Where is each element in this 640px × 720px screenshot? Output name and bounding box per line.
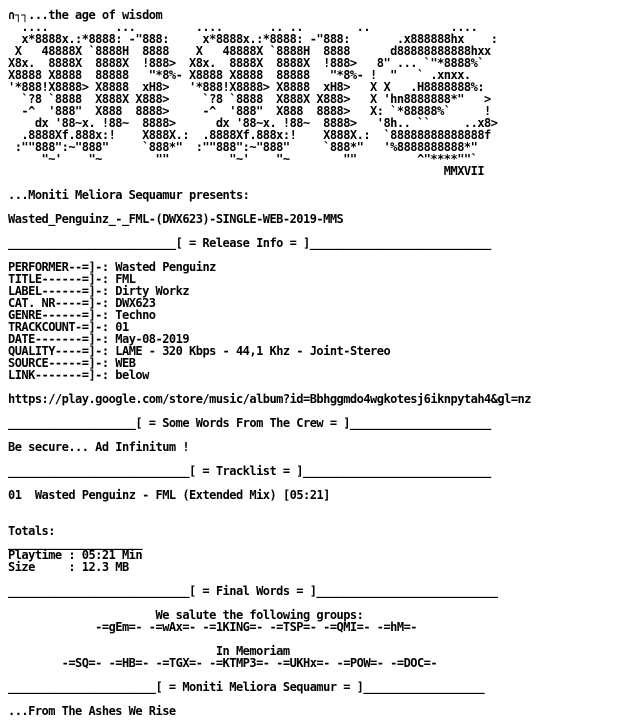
info-value: Techno bbox=[115, 308, 156, 322]
ascii-logo-line-4: X8x. 8888X 8888X !888> X8x. 8888X 8888X !888> 8" ... `"*8888%` bbox=[8, 56, 485, 70]
info-label: TITLE------=]-: bbox=[8, 272, 116, 286]
spacer bbox=[8, 501, 531, 513]
ascii-logo-line-3: X 48888X `8888H 8888 X 48888X `8888H 8888 d88888888888hxx bbox=[8, 44, 491, 58]
info-label: LINK-------=]-: bbox=[8, 368, 116, 382]
crew-words: Be secure... Ad Infinitum ! bbox=[8, 440, 190, 454]
info-value: May-08-2019 bbox=[115, 332, 190, 346]
info-value: LAME - 320 Kbps - 44,1 Khz - Joint-Stereo bbox=[115, 344, 391, 358]
totals-heading: Totals: bbox=[8, 524, 55, 538]
info-value: 01 bbox=[115, 320, 129, 334]
info-value: DWX623 bbox=[115, 296, 156, 310]
ascii-logo-line-5: X8888 X8888 88888 "*8%- X8888 X8888 88888 "*8%- ! " ` .xnxx. bbox=[8, 68, 471, 82]
info-value: Dirty Workz bbox=[115, 284, 190, 298]
info-label: QUALITY----=]-: bbox=[8, 344, 116, 358]
group-heading: ______________________[ = Moniti Meliora Sequamur = ]__________________ bbox=[8, 680, 485, 694]
track-title: Wasted Penguinz - FML (Extended Mix) bbox=[34, 488, 277, 502]
footer-line: ...From The Ashes We Rise bbox=[8, 704, 176, 718]
presents-line: ...Moniti Meliora Sequamur presents: bbox=[8, 188, 250, 202]
totals-size: Size : 12.3 MB bbox=[8, 560, 129, 574]
salute-groups: -=gEm=- -=wAx=- -=1KING=- -=TSP=- -=QMI=- -=hM=- bbox=[8, 620, 417, 634]
final-words-heading: ___________________________[ = Final Words = ]___________________________ bbox=[8, 584, 498, 598]
info-label: LABEL------=]-: bbox=[8, 284, 116, 298]
release-name: Wasted_Penguinz_-_FML-(DWX623)-SINGLE-WEB-2019-MMS bbox=[8, 212, 344, 226]
totals-rule: ____________________ bbox=[8, 536, 143, 550]
totals-playtime: Playtime : 05:21 Min bbox=[8, 548, 143, 562]
track-number: 01 bbox=[8, 488, 22, 502]
salute-line: We salute the following groups: bbox=[8, 608, 364, 622]
info-value: WEB bbox=[115, 356, 136, 370]
info-row-link bbox=[8, 369, 531, 381]
info-label: CAT. NR----=]-: bbox=[8, 296, 116, 310]
info-label: TRACKCOUNT-=]-: bbox=[8, 320, 116, 334]
ascii-logo-line-9: dx '88~x. !88~ 8888> dx '88~x. !88~ 8888> '8h.. `` ..x8> bbox=[8, 116, 498, 130]
spacer bbox=[8, 513, 531, 525]
ascii-logo-line-13: MMXVII bbox=[8, 164, 485, 178]
info-label: SOURCE-----=]-: bbox=[8, 356, 116, 370]
ascii-logo-line-7: `?8 `8888 X888X X888> `?8 `8888 X888X X888> X 'hn8888888*" > bbox=[8, 92, 491, 106]
ascii-logo-line-11: :""888":~"888" `888*" :""888":~"888" `888*" '%8888888888*" bbox=[8, 140, 478, 154]
ascii-logo-line-2: x*8888x.:*8888: -"888: x*8888x.:*8888: -"888: .x888888hx : bbox=[8, 32, 498, 46]
release-info-heading: _________________________[ = Release Info = ]___________________________ bbox=[8, 236, 491, 250]
memoriam-groups: -=SQ=- -=HB=- -=TGX=- -=KTMP3=- -=UKHx=- -=POW=- -=DOC=- bbox=[8, 656, 438, 670]
ascii-logo-line-1: .... ... .... .. .. .. .... bbox=[8, 20, 478, 34]
track-duration: [05:21] bbox=[282, 488, 330, 502]
info-value: Wasted Penguinz bbox=[115, 260, 216, 274]
ascii-logo-line-6: '*888!X8888> X8888 xH8> '*888!X8888> X8888 xH8> X X .H8888888%: bbox=[8, 80, 485, 94]
track-row bbox=[8, 489, 531, 501]
info-label: DATE-------=]-: bbox=[8, 332, 116, 346]
info-value: below bbox=[115, 368, 149, 382]
ascii-logo-line-12: "~' "~ "" "~' "~ "" ^"****""` bbox=[8, 152, 478, 166]
album-link: https://play.google.com/store/music/album?id=Bbhggmdo4wgkotesj6iknpytah4&gl=nz bbox=[8, 392, 531, 406]
info-label: PERFORMER--=]-: bbox=[8, 260, 116, 274]
nfo-document bbox=[8, 9, 531, 717]
header-line: ∩┐┐...the age of wisdom bbox=[8, 8, 163, 22]
info-value: FML bbox=[115, 272, 136, 286]
ascii-logo-line-8: -^ '888" X888 8888> -^ '888" X888 8888> X: `*88888%` ! bbox=[8, 104, 491, 118]
memoriam-line: In Memoriam bbox=[8, 644, 290, 658]
ascii-logo-line-10: .8888Xf.888x:! X888X.: .8888Xf.888x:! X888X.: `88888888888888f bbox=[8, 128, 491, 142]
crew-words-heading: ___________________[ = Some Words From The Crew = ]_____________________ bbox=[8, 416, 491, 430]
info-label: GENRE------=]-: bbox=[8, 308, 116, 322]
tracklist-heading: ___________________________[ = Tracklist = ]____________________________ bbox=[8, 464, 491, 478]
